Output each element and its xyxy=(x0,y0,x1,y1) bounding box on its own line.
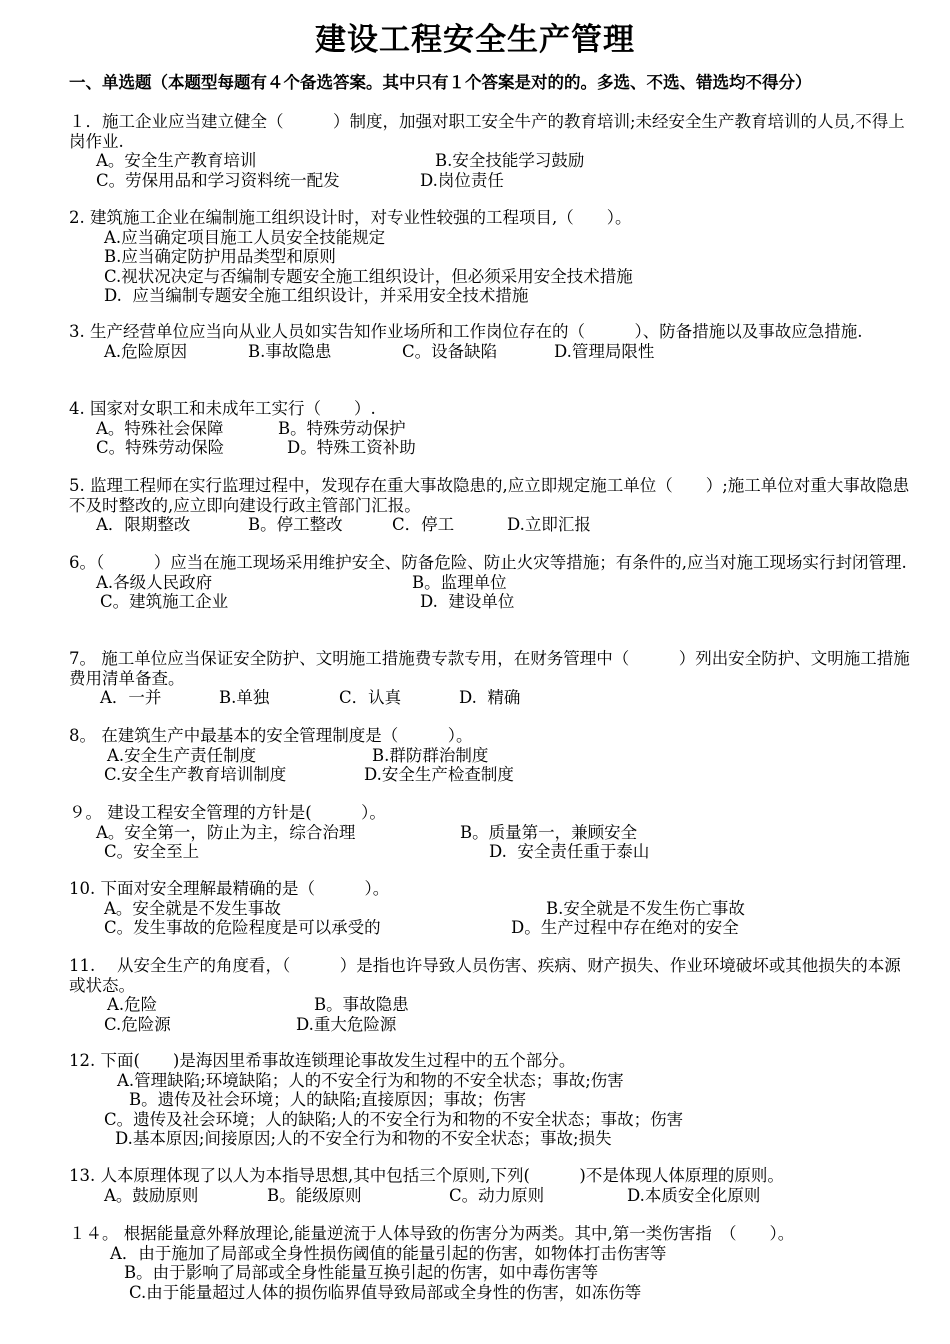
question-stem: １．施工企业应当建立健全（ ）制度，加强对职工安全牛产的教育培训;未经安全生产教育培训的人员,不得上岗作业. xyxy=(69,112,905,151)
question-stem: 13. 人本原理体现了以人为本指导思想,其中包括三个原则,下列( )不是体现人体原理的原则。 xyxy=(69,1166,784,1185)
option-a: A.管理缺陷;环境缺陷；人的不安全行为和物的不安全状态；事故;伤害 xyxy=(117,1070,624,1090)
question-2 xyxy=(69,208,917,306)
question-stem: 8。 在建筑生产中最基本的安全管理制度是（ ）。 xyxy=(69,726,473,745)
option-a: A．限期整改 xyxy=(96,515,191,534)
option-c: C。安全至上 xyxy=(104,842,200,861)
option-a: A.危险原因 xyxy=(104,341,188,361)
option-d: D. 建设单位 xyxy=(420,592,515,611)
option-a: A.各级人民政府 xyxy=(96,572,213,592)
option-d: D. 应当编制专题安全施工组织设计，并采用安全技术措施 xyxy=(104,286,529,305)
question-stem: 5. 监理工程师在实行监理过程中，发现存在重大事故隐患的,应立即规定施工单位（ ）;施工单位对重大事故隐患不及时整改的,应立即向建设行政主管部门汇报。 xyxy=(69,476,910,515)
option-a: A．一并 xyxy=(100,688,162,707)
option-a: A。安全第一，防止为主，综合治理 xyxy=(96,822,356,842)
question-5 xyxy=(69,476,917,535)
option-c: C.由于能量超过人体的损伤临界值导致局部或全身性的伤害，如冻伤等 xyxy=(129,1282,642,1302)
question-stem: 2. 建筑施工企业在编制施工组织设计时，对专业性较强的工程项目,（ ）。 xyxy=(69,208,632,227)
question-8 xyxy=(69,726,917,785)
question-stem: 11. 从安全生产的角度看，（ ）是指也许导致人员伤害、疾病、财产损失、作业环境破坏或其他损失的本源或状态。 xyxy=(69,956,901,995)
question-stem: 4. 国家对女职工和未成年工实行（ ）. xyxy=(69,399,376,418)
option-b: B。质量第一，兼顾安全 xyxy=(460,822,638,842)
option-c: C.视状况决定与否编制专题安全施工组织设计，但必须采用安全技术措施 xyxy=(104,266,633,286)
question-1 xyxy=(69,112,917,190)
question-stem: 3. 生产经营单位应当向从业人员如实告知作业场所和工作岗位存在的（ ）、防备措施以及事故应急措施. xyxy=(69,322,863,341)
question-10 xyxy=(69,879,917,938)
option-d: D. 安全责任重于泰山 xyxy=(489,842,650,861)
question-14 xyxy=(69,1224,917,1302)
option-c: C。发生事故的危险程度是可以承受的 xyxy=(104,918,381,937)
question-3 xyxy=(69,322,917,361)
option-c: C。特殊劳动保险 xyxy=(96,438,225,457)
option-b: B.群防群治制度 xyxy=(372,745,489,765)
option-a: A。鼓励原则 xyxy=(104,1185,199,1205)
option-c: C。建筑施工企业 xyxy=(100,592,229,611)
option-b: B。能级原则 xyxy=(267,1185,362,1205)
question-11 xyxy=(69,956,917,1034)
option-c: C．认真 xyxy=(339,688,402,707)
question-12 xyxy=(69,1051,917,1149)
option-a: A.安全生产责任制度 xyxy=(107,745,257,765)
option-d: D.岗位责任 xyxy=(420,170,504,190)
option-d: D.安全生产检查制度 xyxy=(364,765,514,784)
option-a: A。安全生产教育培训 xyxy=(96,151,257,170)
option-b: B.事故隐患 xyxy=(248,341,332,361)
option-d: D. 精确 xyxy=(459,688,521,707)
option-a: A.应当确定项目施工人员安全技能规定 xyxy=(104,227,386,247)
question-7 xyxy=(69,649,917,708)
question-stem: 12. 下面( )是海因里希事故连锁理论事故发生过程中的五个部分。 xyxy=(69,1051,576,1070)
option-c: C。劳保用品和学习资料统一配发 xyxy=(96,170,340,190)
option-c: C。设备缺陷 xyxy=(402,341,498,361)
option-b: B。遗传及社会环境；人的缺陷;直接原因；事故；伤害 xyxy=(129,1090,527,1109)
option-c: C.危险源 xyxy=(104,1014,171,1034)
option-a: A.危险 xyxy=(107,995,158,1014)
option-c: C。动力原则 xyxy=(449,1185,545,1205)
option-b: B.单独 xyxy=(219,688,270,707)
option-c: C。遗传及社会环境；人的缺陷;人的不安全行为和物的不安全状态；事故；伤害 xyxy=(104,1109,684,1129)
option-a: A．由于施加了局部或全身性损伤阈值的能量引起的伤害，如物体打击伤害等 xyxy=(110,1243,667,1263)
option-c: C.安全生产教育培训制度 xyxy=(104,765,287,784)
question-stem: 6。（ ）应当在施工现场采用维护安全、防备危险、防止火灾等措施；有条件的,应当对施工现场实行封闭管理. xyxy=(69,553,907,572)
option-b: B。由于影响了局部或全身性能量互换引起的伤害，如中毒伤害等 xyxy=(124,1263,599,1282)
option-d: D。生产过程中存在绝对的安全 xyxy=(511,918,739,937)
option-b: B。停工整改 xyxy=(248,515,343,534)
option-d: D。特殊工资补助 xyxy=(287,438,416,457)
option-b: B.安全技能学习鼓励 xyxy=(435,151,585,170)
option-b: B.应当确定防护用品类型和原则 xyxy=(104,247,336,266)
option-d: D.基本原因;间接原因;人的不安全行为和物的不安全状态；事故;损失 xyxy=(115,1129,612,1148)
question-stem: ９。 建设工程安全管理的方针是( ）。 xyxy=(69,803,386,822)
question-stem: 10. 下面对安全理解最精确的是（ ）。 xyxy=(69,879,390,898)
question-6 xyxy=(69,553,917,612)
question-stem: 7。 施工单位应当保证安全防护、文明施工措施费专款专用，在财务管理中（ ）列出安全防护、文明施工措施费用清单备查。 xyxy=(69,649,910,688)
option-a: A。特殊社会保障 xyxy=(96,418,224,438)
option-d: D.管理局限性 xyxy=(554,341,655,361)
page-title: 建设工程安全生产管理 xyxy=(315,22,635,58)
question-4 xyxy=(69,399,917,458)
option-d: D.本质安全化原则 xyxy=(627,1185,761,1205)
option-b: B。事故隐患 xyxy=(314,995,409,1014)
option-a: A。安全就是不发生事故 xyxy=(104,898,281,918)
question-13 xyxy=(69,1166,917,1205)
option-b: B。特殊劳动保护 xyxy=(278,418,406,438)
section-heading: 一、单选题（本题型每题有４个备选答案。其中只有１个答案是对的的。多选、不选、错选均不得分） xyxy=(69,73,812,92)
question-9 xyxy=(69,803,917,862)
option-b: B.安全就是不发生伤亡事故 xyxy=(546,898,745,918)
option-d: D.重大危险源 xyxy=(296,1014,397,1034)
option-c: C．停工 xyxy=(392,515,455,534)
option-d: D.立即汇报 xyxy=(507,515,591,534)
question-stem: １４。 根据能量意外释放理论,能量逆流于人体导致的伤害分为两类。其中,第一类伤害指 （ ）。 xyxy=(69,1224,795,1243)
option-b: B。监理单位 xyxy=(412,572,507,592)
